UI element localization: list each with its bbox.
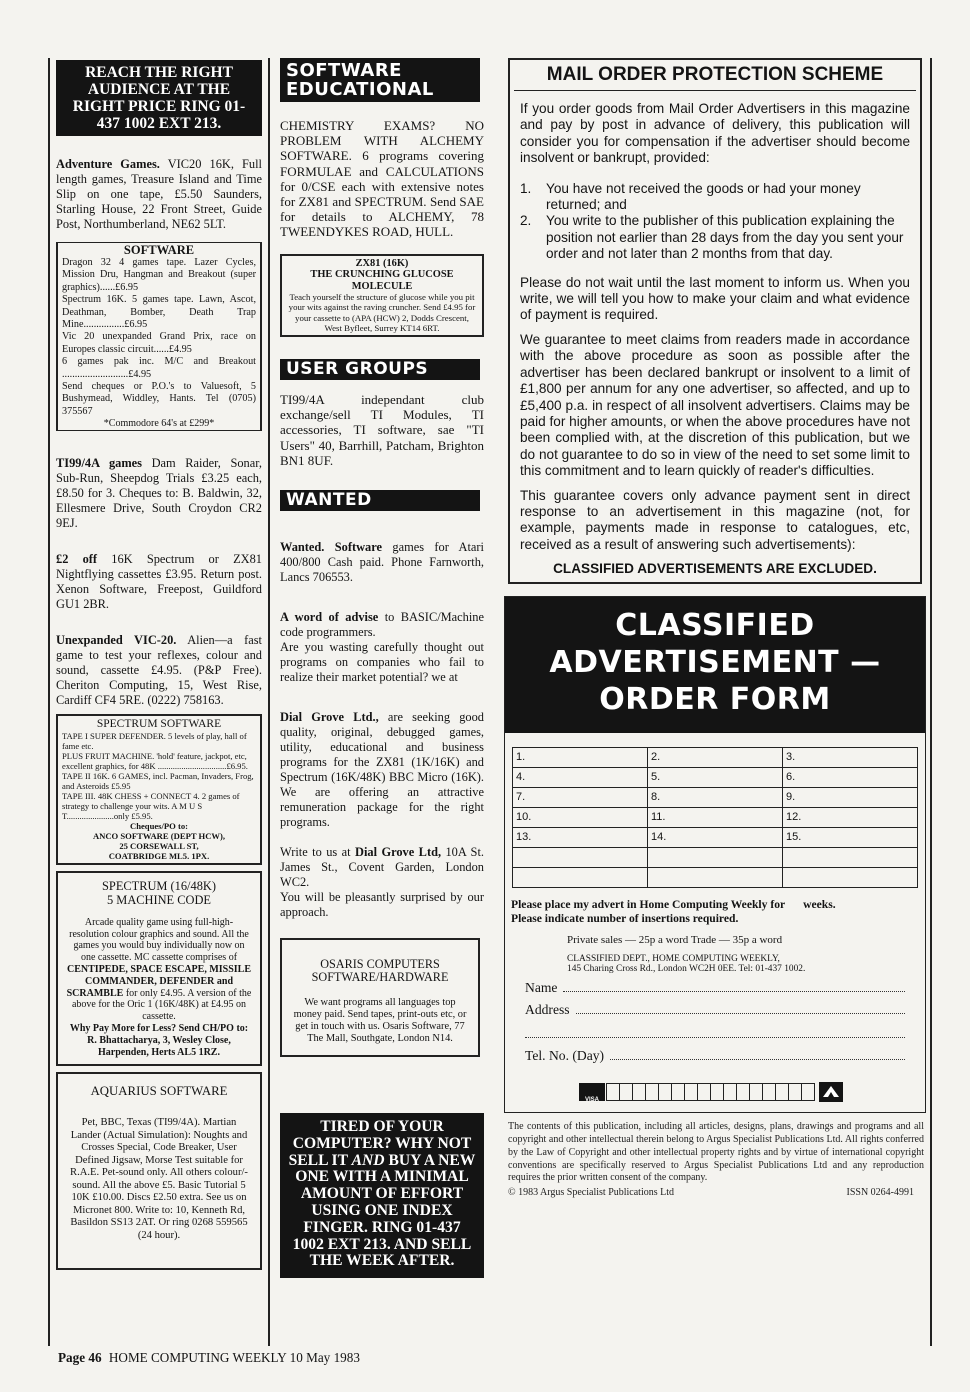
word-grid-cell[interactable]: 1.	[513, 748, 648, 768]
card-digit-box[interactable]	[775, 1083, 789, 1101]
name-field[interactable]	[525, 980, 905, 996]
word-grid-cell[interactable]: 6.	[783, 768, 918, 788]
mops-item-1-num: 1.	[520, 180, 532, 196]
spectrum-5-body2: for only £4.95. A version of the above for the Oric 1 (16K/48K) at £4.95 on cassette.	[71, 987, 252, 1023]
adventure-games-ad	[56, 142, 262, 232]
valuesoft-footer: *Commodore 64's at £299*	[58, 418, 260, 431]
vic20-text: Alien—a fast game to test your reflexes, colour and sound, cassette £4.95. (P&P Free). Cheriton Computing, 15, West Rise, Cardiff CF4 5RE. (0222) 758163.	[56, 632, 262, 707]
advise-lead: A word of advise	[280, 609, 379, 624]
xenon-lead: £2 off	[56, 551, 98, 566]
address-dots	[576, 1013, 905, 1014]
card-digit-box[interactable]	[619, 1083, 633, 1101]
card-digit-box[interactable]	[658, 1083, 672, 1101]
card-digit-box[interactable]	[788, 1083, 802, 1101]
card-digit-box[interactable]	[736, 1083, 750, 1101]
address-line: 145 Charing Cross Rd., London WC2H 0EE. Tel: 01-437 1002.	[567, 964, 806, 975]
ti99-games-ad	[56, 441, 262, 531]
card-digit-box[interactable]	[632, 1083, 646, 1101]
glucose-molecule-box	[280, 254, 484, 337]
weeks-input[interactable]	[785, 898, 803, 912]
order-form	[504, 596, 926, 1113]
word-grid-cell[interactable]: 5.	[648, 768, 783, 788]
copyright-notice	[508, 1121, 924, 1200]
word-grid-cell[interactable]: 8.	[648, 788, 783, 808]
indicate-line: Please indicate number of insertions required.	[511, 912, 739, 926]
user-groups-header: USER GROUPS	[280, 359, 480, 380]
word-grid-cell[interactable]: 3.	[783, 748, 918, 768]
ti-club-ad: TI99/4A independant club exchange/sell TI Modules, TI accessories, TI software, sae "TI Users" 40, Barrhill, Patcham, Brighton BN1 8UF.	[280, 391, 484, 468]
osaris-body: We want programs all languages top money paid. Send tapes, print-outs etc, or get in touch with us. Osaris Software, 77 The Mall, Southgate, London N14.	[293, 996, 467, 1044]
tired-and: AND	[351, 1151, 385, 1169]
address-field-2[interactable]	[525, 1034, 905, 1042]
atari-lead: Wanted. Software	[280, 539, 383, 554]
atari-text: games for Atari 400/800 Cash paid. Phone Farnworth, Lancs 706553.	[280, 539, 484, 584]
dial-grove-pleasant: You will be pleasantly surprised by our approach.	[280, 889, 484, 919]
osaris-box	[280, 938, 480, 1057]
word-grid-cell[interactable]: 10.	[513, 808, 648, 828]
spectrum-5-title: SPECTRUM (16/48K) 5 MACHINE CODE	[102, 878, 216, 907]
issn: ISSN 0264-4991	[846, 1187, 914, 1199]
column-left	[48, 58, 268, 1270]
access-icon	[819, 1082, 843, 1102]
card-number-row[interactable]	[579, 1082, 919, 1102]
advise-text: to BASIC/Machine code programmers. Are you wasting carefully thought out programs on companies who fail to realize their market potential? we at	[280, 609, 484, 684]
word-grid-row	[513, 828, 918, 848]
place-advert-text: Please place my advert in Home Computing Weekly for	[511, 898, 786, 912]
mops-item-2	[520, 213, 910, 262]
name-dots	[563, 991, 905, 992]
valuesoft-software-box	[56, 242, 262, 431]
tel-label: Tel. No. (Day)	[525, 1048, 605, 1064]
column-rule-center	[268, 58, 270, 1346]
word-grid-cell[interactable]	[513, 868, 648, 888]
write-bold: Dial Grove Ltd,	[355, 844, 442, 859]
glucose-body: Teach yourself the structure of glucose while you pit your wits against the raving cruncher. Send £4.95 for your cassette to (APA (HCW) 2, Dodds Crescent, West Byfleet, Surrey KT14 6RT.	[288, 292, 476, 333]
visa-label: VISA	[584, 1097, 599, 1104]
order-title-line-3: ORDER FORM	[599, 682, 831, 718]
word-grid-cell[interactable]	[783, 868, 918, 888]
reach-audience-banner	[56, 60, 262, 136]
xenon-text: 16K Spectrum or ZX81 Nightflying cassettes £3.95. Return post. Xenon Software, Freepost, Guildford GU1 2BR.	[56, 551, 262, 611]
dial-grove-text: are seeking good quality, original, debugged games, utility, educational and business programs for the ZX81 (1K/16K) and Spectrum (16K/48K) BBC Micro (16K). We are offering an attractive remuneration package for the right programs.	[280, 709, 484, 829]
mops-p3: We guarantee to meet claims from readers made in accordance with the above procedure as soon as possible after the advertiser has been declared bankrupt or insolvent to a limit of £1,800 per annum for any one advertiser, so affected, and up to £5,400 p.a. in respect of all insolvent advertisers. Claims may be paid for higher amounts, or when the above procedures have not been complied with, at the discretion of this publication, but we do not guarantee to do so in view of the need to set some limit to this commitment and to learn quickly of reader's difficulties.	[520, 331, 910, 479]
spectrum-5-machine-code-box	[56, 871, 262, 1067]
word-grid-row	[513, 788, 918, 808]
mops-list	[520, 181, 910, 263]
aquarius-title: AQUARIUS SOFTWARE	[90, 1084, 228, 1099]
copyright-footer	[508, 1187, 924, 1200]
adventure-lead: Adventure Games.	[56, 157, 160, 171]
word-grid-cell[interactable]: 12.	[783, 808, 918, 828]
order-form-banner	[505, 597, 925, 733]
name-label: Name	[525, 980, 558, 996]
card-digit-box[interactable]	[710, 1083, 724, 1101]
word-grid-cell[interactable]: 9.	[783, 788, 918, 808]
card-digit-box[interactable]	[684, 1083, 698, 1101]
word-grid-cell[interactable]	[648, 868, 783, 888]
word-grid-cell[interactable]	[783, 848, 918, 868]
word-grid-row	[513, 868, 918, 888]
card-digit-box[interactable]	[606, 1083, 620, 1101]
anco-title: SPECTRUM SOFTWARE	[96, 717, 222, 730]
word-grid-row	[513, 808, 918, 828]
mops-item-1-text: You have not received the goods or had your money returned; and	[546, 180, 861, 213]
anco-contact: Cheques/PO to: ANCO SOFTWARE (DEPT HCW), 25 CORSEWALL ST, COATBRIDGE ML5. 1PX.	[92, 820, 226, 861]
column-center	[276, 58, 488, 1278]
anco-body: TAPE I SUPER DEFENDER. 5 levels of play, hall of fame etc. PLUS FRUIT MACHINE. 'hold' feature, jackpot, etc, excellent graphics, for 48K ................................£6.95. TAPE II 16K. 6 GAMES, incl. Pacman, Invaders, Frog, and Asteroids £5.95 TAPE III. 48K CHESS + CONNECT 4. 2 games of strategy to challenge your wits. A M U S T......................only £5.95.	[62, 730, 254, 821]
tel-dots	[610, 1059, 905, 1060]
order-form-body	[505, 733, 925, 1112]
mops-intro: If you order goods from Mail Order Advertisers in this magazine and pay by post in advance of delivery, this publication will consider you for compensation if the advertiser should become insolvent or bankrupt, provided:	[520, 101, 910, 166]
card-digit-box[interactable]	[749, 1083, 763, 1101]
order-title-line-2: ADVERTISEMENT —	[549, 645, 881, 681]
tired-part-b: BUY A NEW ONE WITH A MINIMAL AMOUNT OF EFFORT USING ONE INDEX FINGER. RING 01-437 1002 EXT 213. AND SELL THE WEEK AFTER.	[292, 1151, 476, 1270]
mops-title: MAIL ORDER PROTECTION SCHEME	[514, 64, 916, 91]
copyright-year: © 1983 Argus Specialist Publications Ltd	[508, 1187, 675, 1199]
word-grid-row	[513, 848, 918, 868]
adventure-text: VIC20 16K, Full length games, Treasure Island and Time Slip on one tape, £5.50 Saunders, Starling House, 22 Front Street, Guide Post, Northumberland, NE62 5LT.	[56, 157, 262, 231]
address-label: Address	[525, 1002, 570, 1018]
word-grid-row	[513, 768, 918, 788]
spectrum-5-text	[66, 917, 252, 1023]
magazine-title: HOME COMPUTING WEEKLY 10 May 1983	[108, 1350, 360, 1365]
address-dots-2	[525, 1034, 905, 1038]
order-instructions	[511, 898, 919, 926]
glucose-title: ZX81 (16K) THE CRUNCHING GLUCOSE MOLECULE	[310, 257, 454, 292]
mops-p2: Please do not wait until the last moment to inform us. When you write, we will tell you how to make your claim and what evidence of payment is required.	[520, 274, 910, 323]
order-title-line-1: CLASSIFIED	[615, 608, 815, 644]
alchemy-ad: CHEMISTRY EXAMS? NO PROBLEM WITH ALCHEMY SOFTWARE. 6 programs covering FORMULAE and CALCULATIONS for 0/CSE each with extensive notes for ZX81 and SPECTRUM. Send SAE for details to ALCHEMY, 78 TWEENDYKES ROAD, HULL.	[280, 118, 484, 240]
word-grid-row	[513, 748, 918, 768]
word-grid-cell[interactable]: 2.	[648, 748, 783, 768]
aquarius-box	[56, 1072, 262, 1270]
card-digit-box[interactable]	[723, 1083, 737, 1101]
tired-of-computer-ad	[280, 1113, 484, 1278]
card-digit-box[interactable]	[762, 1083, 776, 1101]
atari-wanted-ad	[280, 525, 484, 585]
word-grid-cell[interactable]: 15.	[783, 828, 918, 848]
tired-part-a: TIRED OF YOUR COMPUTER? WHY NOT SELL IT	[288, 1117, 472, 1169]
visa-icon	[579, 1083, 605, 1104]
word-grid-cell[interactable]: 14.	[648, 828, 783, 848]
mops-excluded: CLASSIFIED ADVERTISEMENTS ARE EXCLUDED.	[553, 561, 877, 577]
mops-p4: This guarantee covers only advance payment sent in direct response to an advertisement in this magazine (not, for example, payments made in response to catalogues, etc, received as a result of answering such advertisements):	[520, 487, 910, 552]
dial-grove-lead: Dial Grove Ltd.,	[280, 709, 379, 724]
copyright-text: The contents of this publication, including all articles, designs, plans, drawings and programs and all copyright and other intellectual therein belong to Argus Specialist Publications Ltd. All rights conferred by the Law of Copyright and other intellectual property rights and by virtue of international copyright conventions are specifically reserved to Argus Specialist Publications Ltd and any reproduction requires the prior written consent of the company.	[508, 1121, 924, 1184]
spectrum-5-body: Arcade quality game using full-high-resolution colour graphics and sound. All the games you would buy individually now on one cassette. MC cassette comprises of	[69, 916, 249, 964]
word-grid-cell[interactable]	[513, 848, 648, 868]
reach-audience-text: REACH THE RIGHT AUDIENCE AT THE RIGHT PRICE RING 01-437 1002 EXT 213.	[72, 64, 246, 132]
word-grid-cell[interactable]: 13.	[513, 828, 648, 848]
mops-item-1	[520, 181, 910, 214]
write-pre: Write to us at	[280, 844, 355, 859]
rates-line: Private sales — 25p a word Trade — 35p a word	[567, 934, 783, 947]
aquarius-body: Pet, BBC, Texas (TI99/4A). Martian Lander (Actual Simulation): Noughts and Crosses Special, Code Breaker, User Defined Jigsaw, Morse Test suitable for R.A.E. Pet-sound only. All others colour/-sound. All the above £5. Basic Tutorial 5 10K £10.00. Discs £2.50 extra. See us on Micronet 800. Write to: 10, Kenneth Rd, Basildon SS13 2AT. Or ring 0268 559565 (24 hour).	[70, 1117, 248, 1241]
osaris-title: OSARIS COMPUTERS SOFTWARE/HARDWARE	[311, 956, 449, 985]
xenon-ad	[56, 537, 262, 612]
vic20-lead: Unexpanded VIC-20.	[56, 632, 177, 647]
anco-spectrum-box	[56, 714, 262, 865]
column-right	[500, 58, 932, 1200]
vic20-ad	[56, 618, 262, 708]
mail-order-protection-box	[508, 58, 922, 584]
mops-item-2-num: 2.	[520, 213, 532, 229]
wanted-header: WANTED	[280, 490, 480, 511]
page-footer	[58, 1350, 360, 1366]
word-grid-cell[interactable]: 7.	[513, 788, 648, 808]
word-grid	[512, 747, 918, 888]
tel-field[interactable]	[525, 1048, 905, 1064]
card-digit-box[interactable]	[697, 1083, 711, 1101]
word-grid-cell[interactable]: 11.	[648, 808, 783, 828]
card-number-boxes[interactable]	[607, 1083, 815, 1101]
valuesoft-body: Dragon 32 4 games tape. Lazer Cycles, Mission Dru, Hangman and Breakout (super graphics)......£6.95 Spectrum 16K. 5 games tape. Lawn, Ascot, Deathman, Bomber, Death Trap Mine................£6.95 Vic 20 unexpanded Grand Prix, race on Europes classic circuit......£4.95 6 games pak inc. M/C and Breakout ..........................£4.95 Send cheques or P.O.'s to Valuesoft, 5 Bushymead, Widdley, Hants. Tel (0705) 375567	[62, 257, 256, 417]
place-advert-line	[511, 898, 919, 912]
card-digit-box[interactable]	[671, 1083, 685, 1101]
card-digit-box[interactable]	[645, 1083, 659, 1101]
dept-line: CLASSIFIED DEPT., HOME COMPUTING WEEKLY,	[567, 954, 780, 965]
spectrum-5-games: CENTIPEDE, SPACE ESCAPE, MISSILE COMMANDER, DEFENDER and SCRAMBLE	[66, 963, 252, 999]
address-field[interactable]	[525, 1002, 905, 1018]
word-grid-cell[interactable]	[648, 848, 783, 868]
ti99-lead: TI99/4A games	[56, 455, 142, 470]
write-post: 10A St. James St., Covent Garden, London WC2.	[280, 844, 484, 889]
valuesoft-title: SOFTWARE	[58, 242, 260, 257]
advise-ad	[280, 595, 484, 685]
card-digit-box[interactable]	[801, 1083, 815, 1101]
weeks-label: weeks.	[803, 898, 836, 912]
ti99-text: Dam Raider, Sonar, Sub-Run, Sheepdog Trials £3.25 each, £8.50 for 3. Cheques to: B. Baldwin, 32, Ellesmere Drive, South Croydon CR2 9EJ.	[56, 455, 262, 530]
word-grid-cell[interactable]: 4.	[513, 768, 648, 788]
spectrum-5-closing: Why Pay More for Less? Send CH/PO to: R. Bhattacharya, 3, Wesley Close, Harpenden, Herts AL5 1RZ.	[69, 1022, 249, 1058]
software-educational-header: SOFTWARE EDUCATIONAL	[280, 58, 480, 102]
dial-grove-ad	[280, 695, 484, 830]
mops-item-2-text: You write to the publisher of this publication explaining the position not earlier than 28 days from the day you sent your order and not later than 2 months from that day.	[546, 213, 904, 262]
dial-grove-write	[280, 830, 484, 890]
page-number: Page 46	[58, 1350, 102, 1365]
